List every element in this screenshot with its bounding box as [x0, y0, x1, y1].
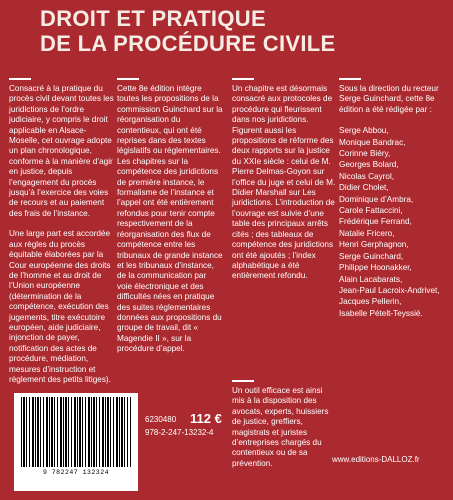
barcode-bars	[21, 397, 131, 467]
text-column-1	[9, 78, 114, 395]
column-rule	[339, 78, 361, 80]
text-column-4	[339, 78, 447, 319]
author-name: Monique Bandrac,	[339, 137, 406, 147]
author-name: Georges Bolard,	[339, 160, 399, 170]
column-1-paragraph-2: Une large part est accordée aux règles du procès équitable élaborées par la Cour européenne des droits de l’homme et au droit de l’Union européenne (détermination de la compétence, exécution des jugements, titre exécutoire européen, aide judiciaire, injonction de payer, notification des actes de procédure, médiation, mesures d’instruction et règlement des petits litiges).	[9, 229, 111, 384]
column-3-bottom-block	[232, 380, 336, 479]
author-name: Didier Cholet,	[339, 183, 389, 193]
barcode-digits: 9 782247 132324	[42, 469, 109, 476]
title-line-1: DROIT ET PRATIQUE	[40, 6, 266, 31]
author-name: Dominique d’Ambra,	[339, 194, 414, 204]
author-name: Carole Fattaccini,	[339, 206, 403, 216]
author-name: Jean-Paul Lacroix-Andrivet,	[339, 285, 440, 295]
isbn: 978-2-247-13232-4	[145, 428, 214, 437]
column-rule	[232, 78, 254, 80]
book-title	[40, 6, 440, 56]
text-column-2	[117, 78, 223, 365]
publisher-url: www.editions-DALLOZ.fr	[332, 455, 420, 464]
column-3-paragraph-2: Un outil efficace est ainsi mis à la disposition des avocats, experts, huissiers de justice, greffiers, magistrats et juristes d’entreprises chargés du contentieux ou de sa prévention.	[232, 386, 329, 468]
title-line-2: DE LA PROCÉDURE CIVILE	[40, 31, 336, 56]
author-name: Henri Gerphagnon,	[339, 240, 409, 250]
column-rule	[232, 380, 254, 382]
authors-intro: Sous la direction du recteur Serge Guinchard, cette 8e édition a été rédigée par :	[339, 84, 439, 114]
column-rule	[9, 78, 31, 80]
column-3-paragraph-1: Un chapitre est désormais consacré aux protocoles de procédure qui fleurissent dans nos juridictions. Figurent aussi les propositions de réforme des deux rapports sur la justice du XXIe siècle : celui de M. Pierre Delmas-Goyon sur l’office du juge et celui de M. Didier Marshall sur Les juridictions. L’introduction de l’ouvrage est suivie d’une table des principaux arrêts cités ; des tableaux de compétence des juridictions ont été ajoutés ; l’index alphabétique a été entièrement refondu.	[232, 84, 336, 281]
author-name: Alain Lacabarats,	[339, 274, 403, 284]
author-list	[339, 125, 447, 319]
column-2-paragraph-1: Cette 8e édition intègre toutes les propositions de la commission Guinchard sur la réorganisation du contentieux, qui ont été reprises dans des textes législatifs ou réglementaires. Les chapitres sur la compétence des juridictions de première instance, le formalisme de l’instance et l’appel ont été entièrement refondus pour tenir compte respectivement de la réorganisation des flux de compétence entre les tribunaux de grande instance et les tribunaux d’instance, de la communication par voie électronique et des difficultés nées en pratique des suites réglementaires données aux propositions du groupe de travail, dit « Magendie II », sur la procédure d’appel.	[117, 84, 223, 354]
author-name: Serge Guinchard,	[339, 251, 404, 261]
barcode	[14, 393, 138, 491]
price: 112 €	[190, 411, 222, 426]
column-rule	[117, 78, 139, 80]
author-name: Nicolas Cayrol,	[339, 171, 395, 181]
author-name: Frédérique Ferrand,	[339, 217, 412, 227]
author-name: Natalie Fricero,	[339, 228, 395, 238]
author-name: Philippe Hoonakker,	[339, 263, 412, 273]
author-name: Isabelle Pételt-Teyssié.	[339, 308, 423, 318]
text-column-3	[232, 78, 336, 468]
author-name: Serge Abbou,	[339, 126, 389, 136]
author-name: Jacques Pellerin,	[339, 297, 402, 307]
author-name: Corinne Biéry,	[339, 149, 391, 159]
column-1-paragraph-1: Consacré à la pratique du procès civil devant toutes les juridictions de l’ordre judiciaire, y compris le droit applicable en Alsace-Moselle, cet ouvrage adopte un plan chronologique, conforme à la manière d’agir en justice, depuis l’engagement du procès jusqu’à l’exercice des voies de recours et au paiement des frais de l’instance.	[9, 84, 114, 218]
product-code: 6230480	[145, 415, 177, 424]
